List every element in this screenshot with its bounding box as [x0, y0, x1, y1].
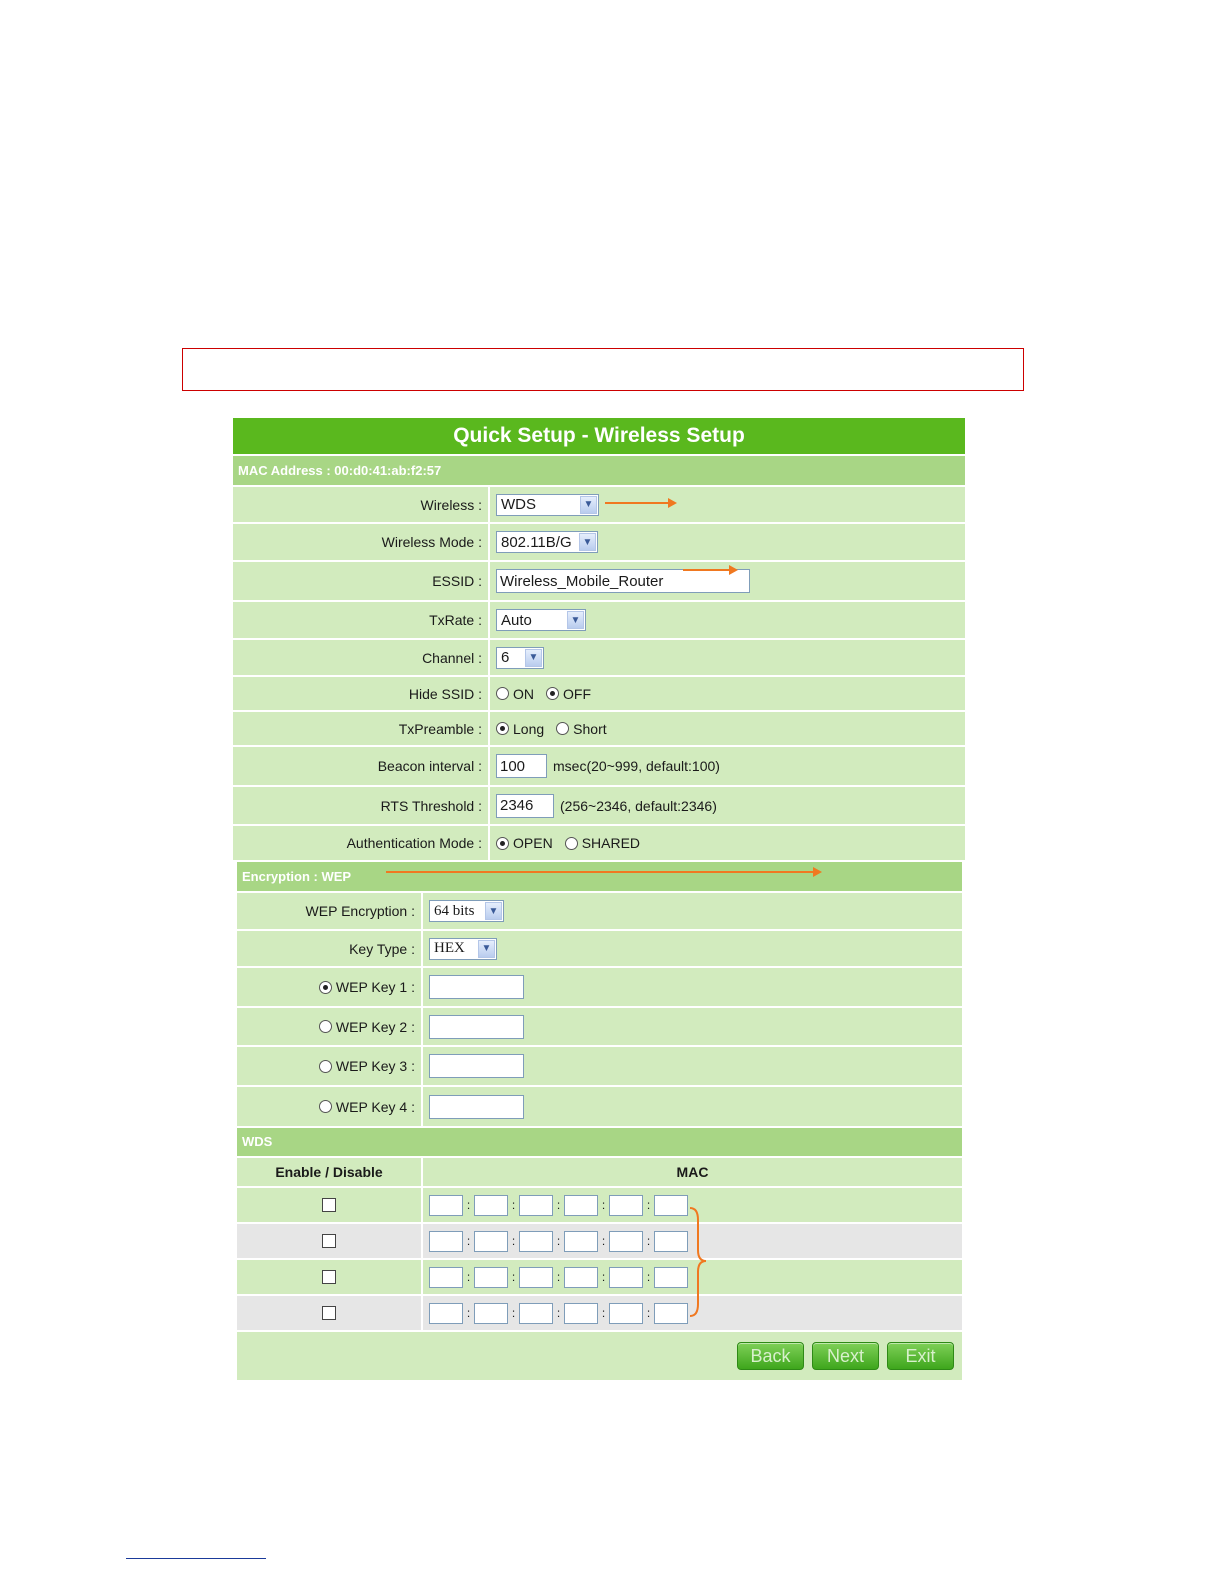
- key-type-select[interactable]: [429, 938, 497, 960]
- channel-label: Channel :: [233, 640, 490, 675]
- row-wep-key-4: [237, 1087, 962, 1126]
- mac-separator: :: [556, 1306, 561, 1320]
- wds-mac-octet-input[interactable]: [609, 1231, 643, 1252]
- wds-mac-octet-input[interactable]: [654, 1267, 688, 1288]
- wds-enable-checkbox[interactable]: [322, 1198, 336, 1212]
- wds-mac-octet-input[interactable]: [474, 1267, 508, 1288]
- chevron-down-icon: ▼: [525, 649, 542, 667]
- wireless-label: Wireless :: [233, 487, 490, 522]
- mac-separator: :: [511, 1198, 516, 1212]
- txrate-select[interactable]: [496, 609, 586, 631]
- beacon-interval-input[interactable]: 100: [496, 754, 547, 778]
- annotation-arrow-essid: [683, 569, 736, 571]
- wep-key-2-radio[interactable]: [319, 1020, 332, 1033]
- highlight-box: [182, 348, 1024, 391]
- wds-mac-octet-input[interactable]: [654, 1231, 688, 1252]
- wds-col-enable: Enable / Disable: [237, 1158, 423, 1186]
- hide-ssid-label: Hide SSID :: [233, 677, 490, 710]
- row-beacon-interval: [233, 747, 965, 787]
- chevron-down-icon: ▼: [478, 940, 495, 958]
- channel-value: 6: [501, 649, 510, 666]
- auth-open-label: OPEN: [513, 835, 553, 851]
- mac-separator: :: [601, 1270, 606, 1284]
- row-channel: [233, 640, 965, 677]
- wds-row: [237, 1296, 962, 1332]
- next-button[interactable]: Next: [812, 1342, 879, 1370]
- beacon-interval-hint: msec(20~999, default:100): [553, 758, 720, 774]
- wep-key-2-input[interactable]: [429, 1015, 524, 1039]
- wds-mac-fields: [429, 1231, 688, 1252]
- preamble-short-label: Short: [573, 720, 607, 737]
- mac-separator: :: [466, 1198, 471, 1212]
- preamble-short-radio[interactable]: [556, 722, 569, 735]
- annotation-arrow-wireless: [605, 502, 675, 504]
- wep-key-1-radio[interactable]: [319, 981, 332, 994]
- wds-col-mac: MAC: [676, 1164, 709, 1180]
- wep-key-1-input[interactable]: [429, 975, 524, 999]
- mac-separator: :: [466, 1306, 471, 1320]
- wds-enable-checkbox[interactable]: [322, 1306, 336, 1320]
- wireless-mode-select[interactable]: [496, 531, 598, 553]
- wds-mac-octet-input[interactable]: [429, 1195, 463, 1216]
- encryption-bar: Encryption : WEP: [237, 862, 962, 891]
- wds-mac-fields: [429, 1303, 688, 1324]
- wep-key-3-input[interactable]: [429, 1054, 524, 1078]
- hide-ssid-on-radio[interactable]: [496, 687, 509, 700]
- rts-threshold-hint: (256~2346, default:2346): [560, 797, 717, 814]
- wds-mac-octet-input[interactable]: [519, 1231, 553, 1252]
- wds-enable-checkbox[interactable]: [322, 1270, 336, 1284]
- mac-separator: :: [601, 1198, 606, 1212]
- authentication-mode-label: Authentication Mode :: [233, 826, 490, 860]
- wds-row: [237, 1224, 962, 1260]
- preamble-long-label: Long: [513, 720, 545, 737]
- auth-shared-radio[interactable]: [565, 837, 578, 850]
- wds-row: [237, 1260, 962, 1296]
- row-wireless-mode: [233, 524, 965, 562]
- row-wireless: [233, 487, 965, 524]
- wds-mac-fields: [429, 1195, 688, 1216]
- row-wep-encryption: [237, 893, 962, 931]
- key-type-label: Key Type :: [237, 931, 423, 966]
- wireless-select-value: WDS: [501, 496, 536, 513]
- txpreamble-label: TxPreamble :: [233, 712, 490, 745]
- mac-separator: :: [646, 1306, 651, 1320]
- mac-separator: :: [646, 1270, 651, 1284]
- wireless-select[interactable]: [496, 494, 599, 516]
- wds-mac-octet-input[interactable]: [564, 1195, 598, 1216]
- wds-mac-octet-input[interactable]: [564, 1303, 598, 1324]
- wds-mac-octet-input[interactable]: [519, 1195, 553, 1216]
- wds-mac-octet-input[interactable]: [654, 1195, 688, 1216]
- wireless-setup-panel: [233, 418, 965, 1380]
- row-wep-key-1: [237, 968, 962, 1008]
- button-bar: [237, 1332, 962, 1380]
- wds-mac-octet-input[interactable]: [429, 1303, 463, 1324]
- wds-bar: WDS: [237, 1128, 962, 1156]
- txrate-value: Auto: [501, 611, 532, 629]
- mac-separator: :: [511, 1234, 516, 1248]
- mac-separator: :: [556, 1198, 561, 1212]
- wep-key-3-radio[interactable]: [319, 1060, 332, 1073]
- mac-separator: :: [511, 1306, 516, 1320]
- mac-separator: :: [646, 1234, 651, 1248]
- hide-ssid-off-radio[interactable]: [546, 687, 559, 700]
- wds-mac-octet-input[interactable]: [474, 1231, 508, 1252]
- wep-key-4-input[interactable]: [429, 1095, 524, 1119]
- wep-key-2-label: WEP Key 2 :: [335, 1018, 415, 1035]
- mac-separator: :: [466, 1234, 471, 1248]
- channel-select[interactable]: [496, 647, 544, 669]
- chevron-down-icon: ▼: [579, 533, 596, 551]
- wep-encryption-select[interactable]: [429, 900, 504, 922]
- wep-key-3-label: WEP Key 3 :: [335, 1058, 415, 1074]
- rts-threshold-input[interactable]: 2346: [496, 794, 554, 818]
- mac-separator: :: [646, 1198, 651, 1212]
- wds-mac-fields: [429, 1267, 688, 1288]
- wds-mac-octet-input[interactable]: [564, 1267, 598, 1288]
- wds-mac-octet-input[interactable]: [654, 1303, 688, 1324]
- exit-button[interactable]: Exit: [887, 1342, 954, 1370]
- row-txpreamble: [233, 712, 965, 747]
- wireless-mode-value: 802.11B/G: [501, 533, 572, 551]
- wds-mac-octet-input[interactable]: [609, 1303, 643, 1324]
- row-wep-key-3: [237, 1047, 962, 1087]
- wds-header-row: [237, 1158, 962, 1188]
- wds-mac-octet-input[interactable]: [609, 1195, 643, 1216]
- footnote-line: [126, 1558, 266, 1559]
- wds-row: [237, 1188, 962, 1224]
- mac-separator: :: [511, 1270, 516, 1284]
- mac-separator: :: [601, 1306, 606, 1320]
- row-hide-ssid: [233, 677, 965, 712]
- wep-key-1-label: WEP Key 1 :: [335, 979, 415, 995]
- row-key-type: [237, 931, 962, 968]
- beacon-interval-label: Beacon interval :: [233, 747, 490, 785]
- rts-threshold-label: RTS Threshold :: [233, 787, 490, 824]
- wep-key-4-radio[interactable]: [319, 1100, 332, 1113]
- row-txrate: [233, 602, 965, 640]
- wds-mac-octet-input[interactable]: [519, 1303, 553, 1324]
- essid-label: ESSID :: [233, 562, 490, 600]
- wds-mac-octet-input[interactable]: [474, 1303, 508, 1324]
- auth-shared-label: SHARED: [581, 835, 641, 851]
- wep-key-4-label: WEP Key 4 :: [335, 1098, 415, 1115]
- wep-encryption-label: WEP Encryption :: [237, 893, 423, 929]
- key-type-value: HEX: [434, 940, 465, 956]
- preamble-long-radio[interactable]: [496, 722, 509, 735]
- wep-encryption-value: 64 bits: [434, 902, 475, 919]
- auth-open-radio[interactable]: [496, 837, 509, 850]
- row-rts-threshold: [233, 787, 965, 826]
- hide-ssid-off-label: OFF: [563, 685, 591, 702]
- mac-separator: :: [556, 1270, 561, 1284]
- back-button[interactable]: Back: [737, 1342, 804, 1370]
- mac-separator: :: [466, 1270, 471, 1284]
- row-authentication-mode: [233, 826, 965, 860]
- wds-mac-octet-input[interactable]: [429, 1267, 463, 1288]
- annotation-arrow-encryption: [386, 871, 820, 873]
- wds-mac-octet-input[interactable]: [609, 1267, 643, 1288]
- wds-mac-octet-input[interactable]: [564, 1231, 598, 1252]
- hide-ssid-on-label: ON: [513, 685, 534, 702]
- wds-mac-octet-input[interactable]: [519, 1267, 553, 1288]
- annotation-bracket: [688, 1206, 710, 1318]
- wds-mac-octet-input[interactable]: [474, 1195, 508, 1216]
- chevron-down-icon: ▼: [485, 902, 502, 920]
- wireless-mode-label: Wireless Mode :: [233, 524, 490, 560]
- mac-separator: :: [601, 1234, 606, 1248]
- mac-address-bar: MAC Address : 00:d0:41:ab:f2:57: [233, 456, 965, 485]
- chevron-down-icon: ▼: [567, 611, 584, 629]
- mac-separator: :: [556, 1234, 561, 1248]
- chevron-down-icon: ▼: [580, 496, 597, 514]
- row-wep-key-2: [237, 1008, 962, 1047]
- wds-enable-checkbox[interactable]: [322, 1234, 336, 1248]
- page-title: Quick Setup - Wireless Setup: [233, 418, 965, 454]
- txrate-label: TxRate :: [233, 602, 490, 638]
- wds-mac-octet-input[interactable]: [429, 1231, 463, 1252]
- essid-input[interactable]: Wireless_Mobile_Router: [496, 569, 750, 593]
- row-essid: [233, 562, 965, 602]
